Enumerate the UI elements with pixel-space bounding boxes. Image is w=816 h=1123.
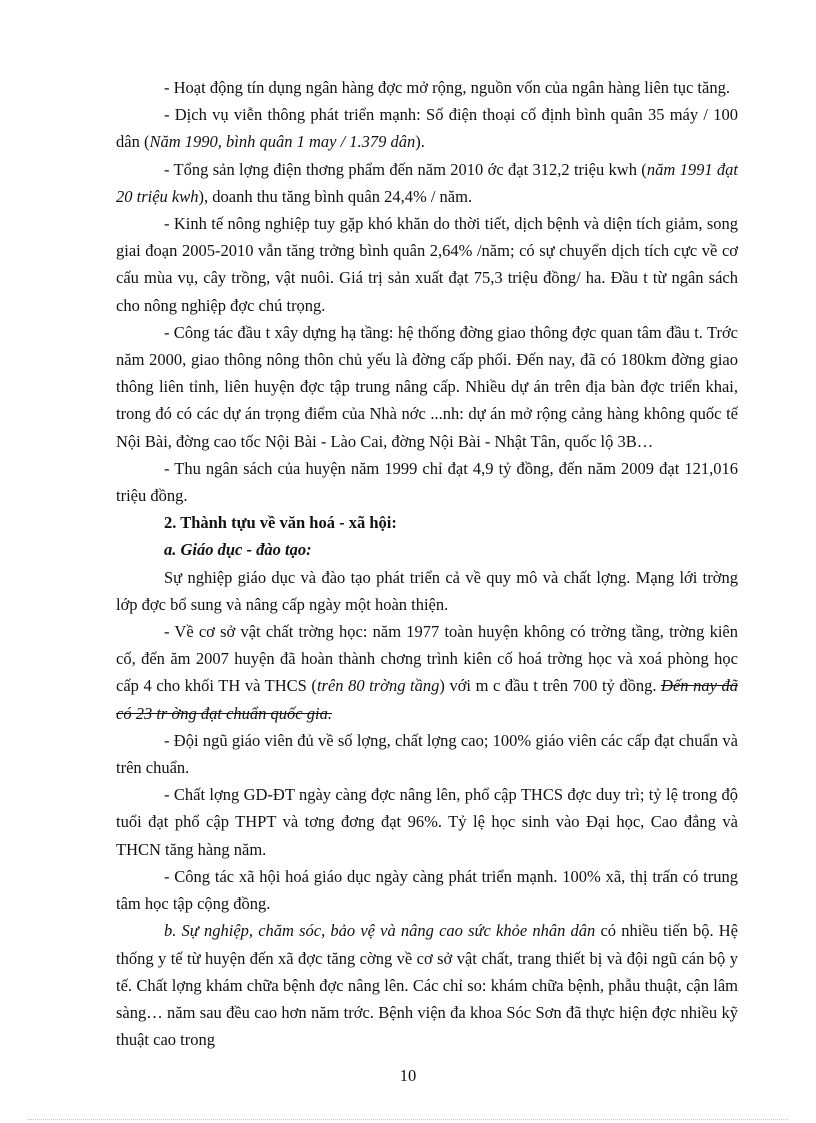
- paragraph-banking: - Hoạt động tín dụng ngân hàng đợc mở rộng, nguồn vốn của ngân hàng liên tục tăng.: [164, 78, 730, 97]
- paragraph-teachers: - Đội ngũ giáo viên đủ về số lợng, chất lợng cao; 100% giáo viên các cấp đạt chuẩn và trên chuẩn.: [116, 730, 738, 778]
- subsection-heading: a. Giáo dục - đào tạo:: [164, 540, 312, 560]
- paragraph-quality: - Chất lợng GD-ĐT ngày càng đợc nâng lên, phổ cập THCS đợc duy trì; tỷ lệ trong độ tuổi đạt phổ cập THPT và tơng đơng đạt 96%. Tỷ lệ học sinh vào Đại học, Cao đẳng và THCN tăng hàng năm.: [116, 785, 738, 859]
- section-heading: 2. Thành tựu về văn hoá - xã hội:: [164, 513, 397, 533]
- paragraph-socialization: - Công tác xã hội hoá giáo dục ngày càng phát triển mạnh. 100% xã, thị trấn có trung tâm học tập cộng đồng.: [116, 866, 738, 914]
- paragraph-agriculture: - Kinh tế nông nghiệp tuy gặp khó khăn do thời tiết, dịch bệnh và diện tích giảm, song giai đoạn 2005-2010 vẫn tăng trởng bình quân 2,64% /năm; có sự chuyển dịch tích cực về cơ cấu mùa vụ, cây trồng, vật nuôi. Giá trị sản xuất đạt 75,3 triệu đồng/ ha. Đầu t từ ngân sách cho nông nghiệp đợc chú trọng.: [116, 214, 738, 315]
- paragraph-health: b. Sự nghiệp, chăm sóc, bảo vệ và nâng cao sức khỏe nhân dân có nhiều tiến bộ. Hệ thống y tế từ huyện đến xã đợc tăng cờng về cơ sở vật chất, trang thiết bị và đội ngũ cán bộ y tế. Chất lợng khám chữa bệnh đợc nâng lên. Các chỉ so: khám chữa bệnh, phẫu thuật, cận lâm sàng… năm sau đều cao hơn năm trớc. Bệnh viện đa khoa Sóc Sơn đã thực hiện đợc nhiều kỹ thuật cao trong: [116, 921, 738, 1050]
- body-text: [116, 74, 738, 1053]
- paragraph-facilities: - Về cơ sở vật chất trờng học: năm 1977 toàn huyện không có trờng tầng, trờng kiên cố, đến ăm 2007 huyện đã hoàn thành chơng trình kiên cố hoá trờng học và xoá phòng học cấp 4 cho khối TH và THCS (trên 80 trờng tầng) với m c đầu t trên 700 tỷ đồng. Đến nay đã có 23 tr ờng đạt chuẩn quốc gia.: [116, 622, 738, 723]
- paragraph-education: Sự nghiệp giáo dục và đào tạo phát triển cả về quy mô và chất lợng. Mạng lới trờng lớp đợc bổ sung và nâng cấp ngày một hoàn thiện.: [116, 567, 738, 614]
- paragraph-infrastructure: - Công tác đầu t xây dựng hạ tầng: hệ thống đờng giao thông đợc quan tâm đầu t. Trớc năm 2000, giao thông nông thôn chủ yếu là đờng cấp phối. Đến nay, đã có 180km đờng giao thông liên tỉnh, liên huyện đợc tập trung nâng cấp. Nhiều dự án trên địa bàn đợc triển khai, trong đó có các dự án trọng điểm của Nhà nớc ...nh: dự án mở rộng cảng hàng không quốc tế Nội Bài, đờng cao tốc Nội Bài - Lào Cai, đờng Nội Bài - Nhật Tân, quốc lộ 3B…: [116, 322, 738, 451]
- struck-text: Đến nay đã có 23 tr ờng đạt chuẩn quốc gia.: [116, 676, 738, 723]
- page-number: 10: [399, 1066, 417, 1085]
- paragraph-electricity: - Tổng sản lợng điện thơng phẩm đến năm 2010 ớc đạt 312,2 triệu kwh (năm 1991 đạt 20 triệu kwh), doanh thu tăng bình quân 24,4% / năm.: [116, 159, 738, 206]
- paragraph-telecom: - Dịch vụ viễn thông phát triển mạnh: Số điện thoại cố định bình quân 35 máy / 100 dân (Năm 1990, bình quân 1 may / 1.379 dân).: [116, 105, 738, 152]
- page-divider: [28, 1119, 788, 1120]
- paragraph-budget: - Thu ngân sách của huyện năm 1999 chỉ đạt 4,9 tỷ đồng, đến năm 2009 đạt 121,016 triệu đồng.: [116, 458, 738, 506]
